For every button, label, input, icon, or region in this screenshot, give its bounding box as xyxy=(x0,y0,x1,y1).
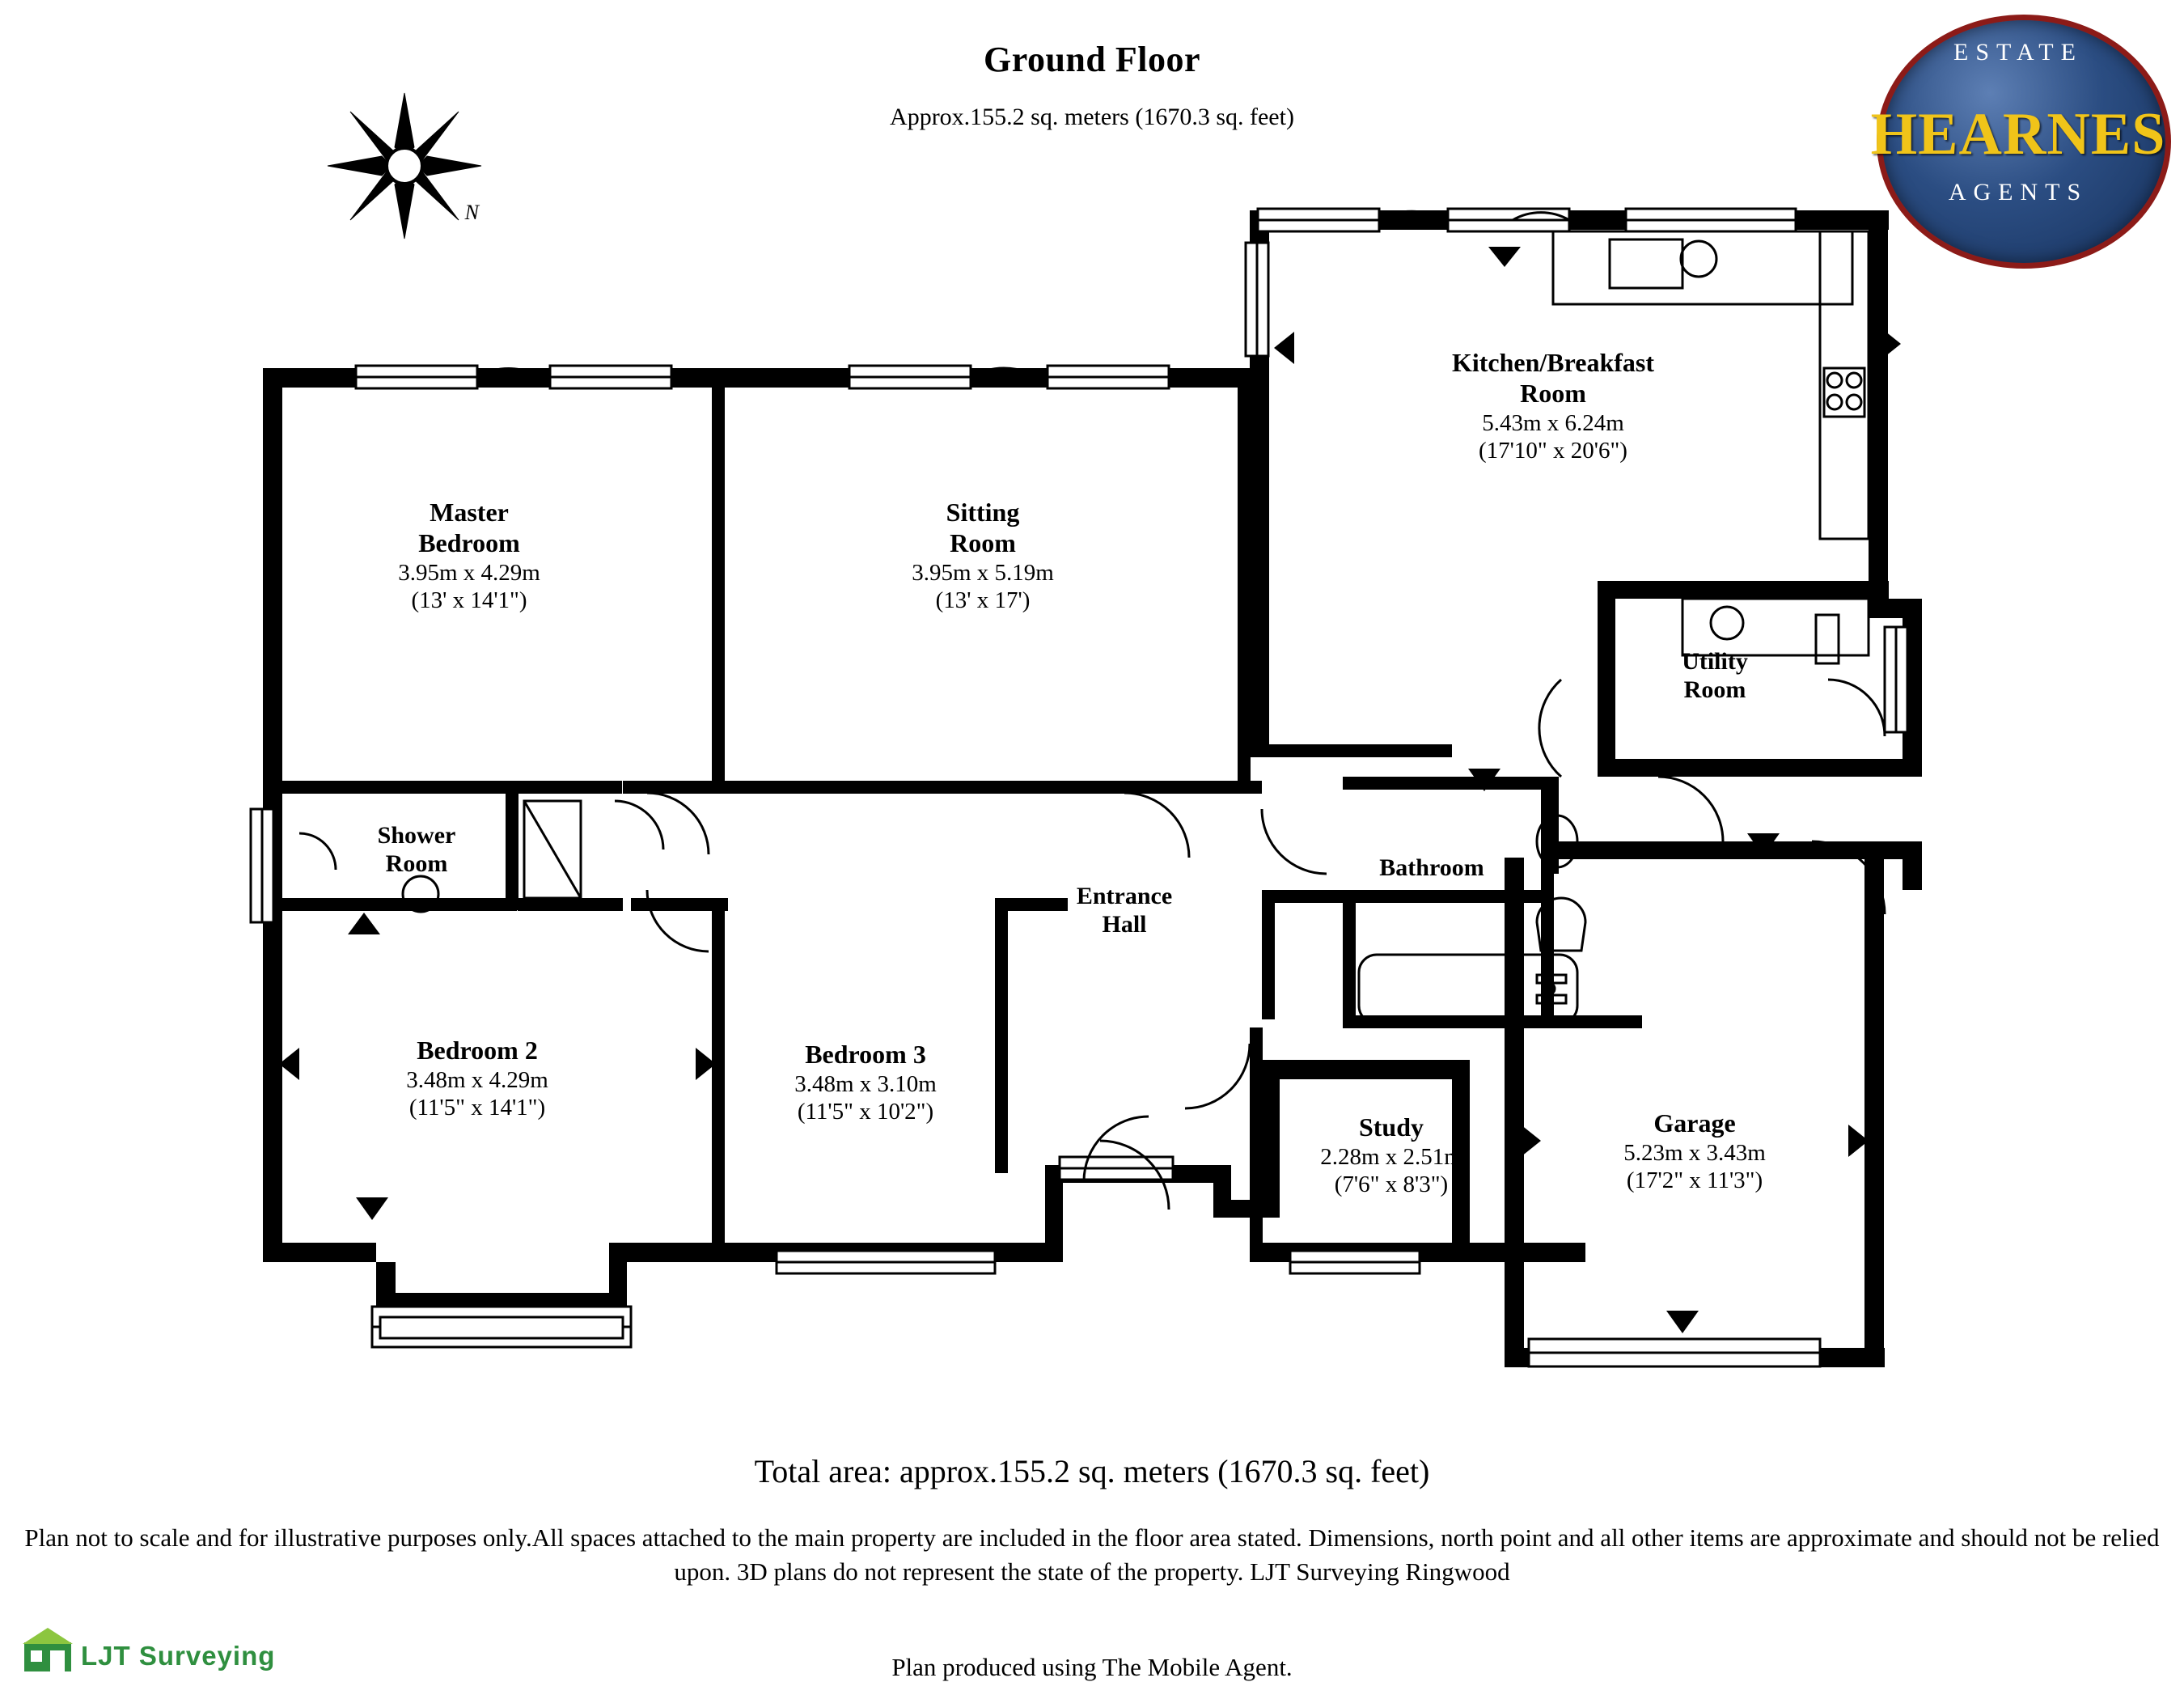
room-name-2: Room xyxy=(950,527,1016,557)
ljt-surveying-logo xyxy=(23,1626,346,1686)
logo-brand-text: HEARNES xyxy=(1870,101,2166,167)
room-name: Utility xyxy=(1682,648,1748,675)
room-dimension-metric: 3.48m x 4.29m xyxy=(406,1066,548,1093)
room-name-2: Bedroom xyxy=(418,527,520,557)
room-name-2: Hall xyxy=(1102,911,1147,938)
total-area-text: Total area: approx.155.2 sq. meters (1670.3 sq. feet) xyxy=(754,1453,1430,1489)
room-label-kitchen-breakfast-room xyxy=(1302,348,1804,464)
room-label-bathroom xyxy=(1310,854,1553,882)
room-label-shower-room xyxy=(320,821,514,879)
room-dimension-imperial: (11'5" x 14'1") xyxy=(408,1094,546,1121)
room-label-utility-room xyxy=(1614,647,1816,705)
room-label-study xyxy=(1262,1112,1521,1198)
room-dimension-imperial: (13' x 14'1") xyxy=(411,587,527,613)
logo-agents-text: AGENTS xyxy=(1948,179,2089,205)
logo-estate-text: ESTATE xyxy=(1953,39,2083,66)
page-subtitle: Approx.155.2 sq. meters (1670.3 sq. feet) xyxy=(890,104,1294,130)
house-icon xyxy=(23,1626,73,1673)
room-dimension-imperial: (13' x 17') xyxy=(935,587,1031,613)
room-label-garage xyxy=(1565,1108,1824,1194)
room-name: Shower xyxy=(377,822,456,849)
page-title: Ground Floor xyxy=(983,40,1200,79)
room-name: Master xyxy=(430,498,509,527)
room-name-2: Room xyxy=(1683,676,1746,704)
produced-by-text: Plan produced using The Mobile Agent. xyxy=(891,1653,1293,1681)
room-dimension-imperial: (17'10" x 20'6") xyxy=(1479,437,1627,464)
room-dimension-imperial: (7'6" x 8'3") xyxy=(1334,1171,1449,1197)
room-dimension-imperial: (11'5" x 10'2") xyxy=(797,1098,934,1125)
disclaimer-text: Plan not to scale and for illustrative purposes only.All spaces attached to the main property are included in the floor area stated. Dimensions, north point and all other items are approximate and should not be relied upon. 3D plans do not represent the state of the property. LJT Surveying Ringwood xyxy=(24,1523,2160,1586)
room-name: Bathroom xyxy=(1379,854,1484,881)
room-label-bedroom-3 xyxy=(736,1040,995,1125)
ljt-surveying-text: LJT Surveying xyxy=(81,1641,276,1671)
room-dimension-metric: 5.43m x 6.24m xyxy=(1482,409,1624,436)
room-dimension-metric: 5.23m x 3.43m xyxy=(1623,1139,1766,1166)
room-name: Bedroom 3 xyxy=(805,1040,926,1069)
compass-north-label: N xyxy=(464,201,479,224)
room-label-master-bedroom xyxy=(340,498,599,614)
room-label-sitting-room xyxy=(853,498,1112,614)
room-name-2: Room xyxy=(385,850,448,878)
room-dimension-metric: 3.95m x 5.19m xyxy=(912,559,1054,586)
room-dimension-metric: 2.28m x 2.51m xyxy=(1320,1143,1462,1170)
room-name: Study xyxy=(1358,1112,1424,1142)
room-name: Bedroom 2 xyxy=(417,1036,538,1065)
room-label-entrance-hall xyxy=(995,882,1254,939)
room-name-2: Room xyxy=(1520,378,1586,408)
room-dimension-metric: 3.95m x 4.29m xyxy=(398,559,540,586)
room-name: Kitchen/Breakfast xyxy=(1451,348,1655,377)
room-dimension-imperial: (17'2" x 11'3") xyxy=(1626,1167,1763,1193)
room-label-bedroom-2 xyxy=(348,1036,607,1121)
room-name: Garage xyxy=(1653,1108,1736,1138)
room-name: Entrance xyxy=(1076,883,1173,909)
room-dimension-metric: 3.48m x 3.10m xyxy=(794,1070,937,1097)
room-name: Sitting xyxy=(946,498,1020,527)
